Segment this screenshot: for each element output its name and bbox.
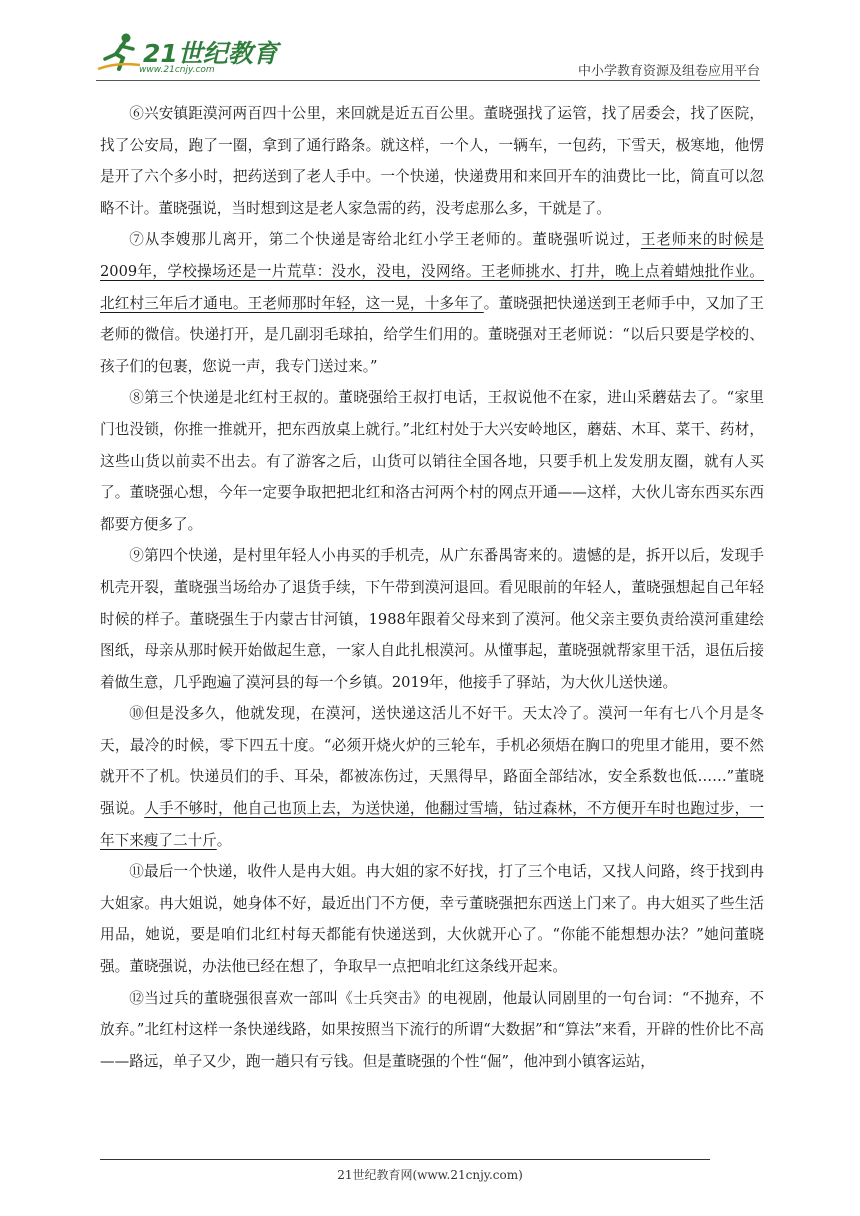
paragraph-text: 。董晓强把快递送到王老师手中，又加了王老师的微信。快递打开，是几副羽毛球拍，给学生们用的。董晓强对王老师说：“以后只要是学校的、孩子们的包裹，您说一声，我专门送过来。” [100, 294, 764, 375]
logo-text: 21世纪教育 [143, 39, 278, 68]
platform-title: 中小学教育资源及组卷应用平台 [577, 64, 760, 79]
paragraph-text: ⑩但是没多久，他就发现，在漠河，送快递这活儿不好干。天太冷了。漠河一年有七八个月是冬天，最冷的时候，零下四五十度。“必须开烧火炉的三轮车，手机必须焐在胸口的兜里才能用，要不然就开不了机。快递员们的手、耳朵，都被冻伤过，天黑得早，路面全部结冰，安全系数也低……”董晓强说。 [100, 705, 764, 818]
paragraph [100, 98, 764, 224]
underlined-text: 王老师来的时候是2009年，学校操场还是一片荒草：没水，没电，没网络。王老师挑水、打井，晚上点着蜡烛批作业。北红村三年后才通电。王老师那时年轻，这一晃，十多年了 [100, 231, 764, 312]
paragraph [100, 856, 764, 982]
paragraph-text: ⑧第三个快递是北红村王叔的。董晓强给王叔打电话，王叔说他不在家，进山采蘑菇去了。“家里门也没锁，你推一推就开，把东西放桌上就行。”北红村处于大兴安岭地区，蘑菇、木耳、菜干、药材，这些山货以前卖不出去。有了游客之后，山货可以销往全国各地，只要手机上发发朋友圈，就有人买了。董晓强心想，今年一定要争取把把北红和洛古河两个村的网点开通——这样，大伙儿寄东西买东西都要方便多了。 [100, 389, 764, 533]
footer-divider [100, 1159, 710, 1160]
paragraph [100, 224, 764, 382]
site-logo[interactable] [96, 28, 278, 82]
paragraph [100, 698, 764, 856]
paragraph-text: ⑥兴安镇距漠河两百四十公里，来回就是近五百公里。董晓强找了运管，找了居委会，找了医院，找了公安局，跑了一圈，拿到了通行路条。就这样，一个人，一辆车，一包药，下雪天，极寒地，他愣是开了六个多小时，把药送到了老人手中。一个快递，快递费用和来回开车的油费比一比，简直可以忽略不计。董晓强说，当时想到这是老人家急需的药，没考虑那么多，干就是了。 [100, 105, 764, 217]
logo-url: www.21cnjy.com [139, 65, 215, 75]
article-body [100, 98, 764, 1077]
runner-logo-icon [96, 32, 142, 72]
paragraph [100, 540, 764, 698]
paragraph-text: ⑦从李嫂那儿离开，第二个快递是寄给北红小学王老师的。董晓强听说过， [129, 231, 641, 249]
paragraph-text: 。 [216, 831, 232, 849]
paragraph [100, 983, 764, 1078]
header-divider [96, 80, 760, 81]
page-header [0, 0, 860, 90]
footer-text[interactable]: 21世纪教育网(www.21cnjy.com) [337, 1168, 523, 1182]
underlined-text: 人手不够时，他自己也顶上去，为送快递，他翻过雪墙，钻过森林，不方便开车时也跑过步，一年下来瘦了二十斤 [100, 800, 764, 849]
paragraph-text: ⑫当过兵的董晓强很喜欢一部叫《士兵突击》的电视剧，他最认同剧里的一句台词：“不抛弃，不放弃。”北红村这样一条快递线路，如果按照当下流行的所谓“大数据”和“算法”来看，开辟的性价比不高——路远，单子又少，跑一趟只有亏钱。但是董晓强的个性“倔”，他冲到小镇客运站， [100, 989, 764, 1070]
paragraph [100, 382, 764, 540]
paragraph-text: ⑨第四个快递，是村里年轻人小冉买的手机壳，从广东番禺寄来的。遗憾的是，拆开以后，发现手机壳开裂，董晓强当场给办了退货手续，下午带到漠河退回。看见眼前的年轻人，董晓强想起自己年轻时候的样子。董晓强生于内蒙古甘河镇，1988年跟着父母来到了漠河。他父亲主要负责给漠河重建绘图纸，母亲从那时候开始做起生意，一家人自此扎根漠河。从懂事起，董晓强就帮家里干活，退伍后接着做生意，几乎跑遍了漠河县的每一个乡镇。2019年，他接手了驿站，为大伙儿送快递。 [100, 547, 764, 691]
paragraph-text: ⑪最后一个快递，收件人是冉大姐。冉大姐的家不好找，打了三个电话，又找人问路，终于找到冉大姐家。冉大姐说，她身体不好，最近出门不方便，幸亏董晓强把东西送上门来了。冉大姐买了些生活用品，她说，要是咱们北红村每天都能有快递送到，大伙就开心了。“你能不能想想办法？”她问董晓强。董晓强说，办法他已经在想了，争取早一点把咱北红这条线开起来。 [100, 863, 764, 976]
